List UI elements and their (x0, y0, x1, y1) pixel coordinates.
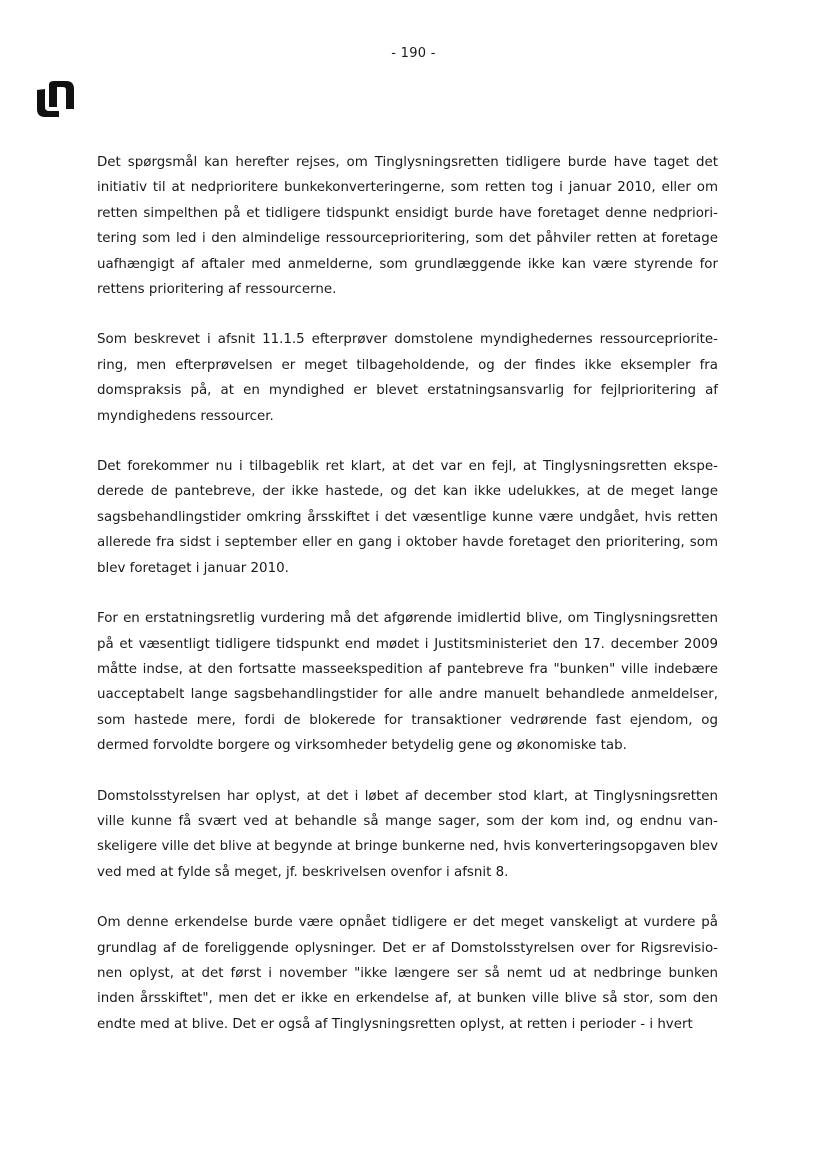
page-number: - 190 - (391, 46, 436, 61)
paragraph-6: Om denne erkendelse burde være opnået tidligere er det meget vanskeligt at vurdere på grundlag af de foreliggende oplysninger. Det er af Domstolsstyrelsen over for Rigsrevisionen oplyst, at det først i november "ikke længere ser så nemt ud at nedbringe bunken inden årsskiftet", men det er ikke en erkendelse af, at bunken ville blive så stor, som den endte med at blive. Det er også af Tinglysningsretten oplyst, at retten i perioder - i hvert (97, 915, 718, 1032)
paragraph-3: Det forekommer nu i tilbageblik ret klart, at det var en fejl, at Tinglysningsretten ekspederede de pantebreve, der ikke hastede, og det kan ikke udelukkes, at de meget lange sagsbehandlingstider omkring årsskiftet i det væsentlige kunne være undgået, hvis retten allerede fra sidst i september eller en gang i oktober havde foretaget den prioritering, som blev foretaget i januar 2010. (97, 459, 718, 576)
body-text (97, 150, 718, 1037)
paragraph-2: Som beskrevet i afsnit 11.1.5 efterprøver domstolene myndighedernes ressourceprioritering, men efterprøvelsen er meget tilbageholdende, og der findes ikke eksempler fra domspraksis på, at en myndighed er blevet erstatningsansvarlig for fejlprioritering af myndighedens ressourcer. (97, 332, 718, 424)
paragraph-1: Det spørgsmål kan herefter rejses, om Tinglysningsretten tidligere burde have taget det initiativ til at nedprioritere bunkekonverteringerne, som retten tog i januar 2010, eller om retten simpelthen på et tidligere tidspunkt ensidigt burde have foretaget denne nedprioritering som led i den almindelige ressourceprioritering, som det påhviler retten at foretage uafhængigt af aftaler med anmelderne, som grundlæggende ikke kan være styrende for rettens prioritering af ressourcerne. (97, 155, 718, 298)
rigsrevisionen-logo-icon (34, 80, 76, 118)
paragraph-5: Domstolsstyrelsen har oplyst, at det i løbet af december stod klart, at Tinglysningsretten ville kunne få svært ved at behandle så mange sager, som der kom ind, og endnu vanskeligere ville det blive at begynde at bringe bunkerne ned, hvis konverteringsopgaven blev ved med at fylde så meget, jf. beskrivelsen ovenfor i afsnit 8. (97, 788, 718, 880)
paragraph-4: For en erstatningsretlig vurdering må det afgørende imidlertid blive, om Tinglysningsretten på et væsentligt tidligere tidspunkt end mødet i Justitsministeriet den 17. december 2009 måtte indse, at den fortsatte masseekspedition af pantebreve fra "bunken" ville indebære uacceptabelt lange sagsbehandlingstider for alle andre manuelt behandlede anmeldelser, som hastede mere, fordi de blokerede for transaktioner vedrørende fast ejendom, og dermed forvoldte borgere og virksomheder betydelig gene og økonomiske tab. (97, 611, 718, 754)
